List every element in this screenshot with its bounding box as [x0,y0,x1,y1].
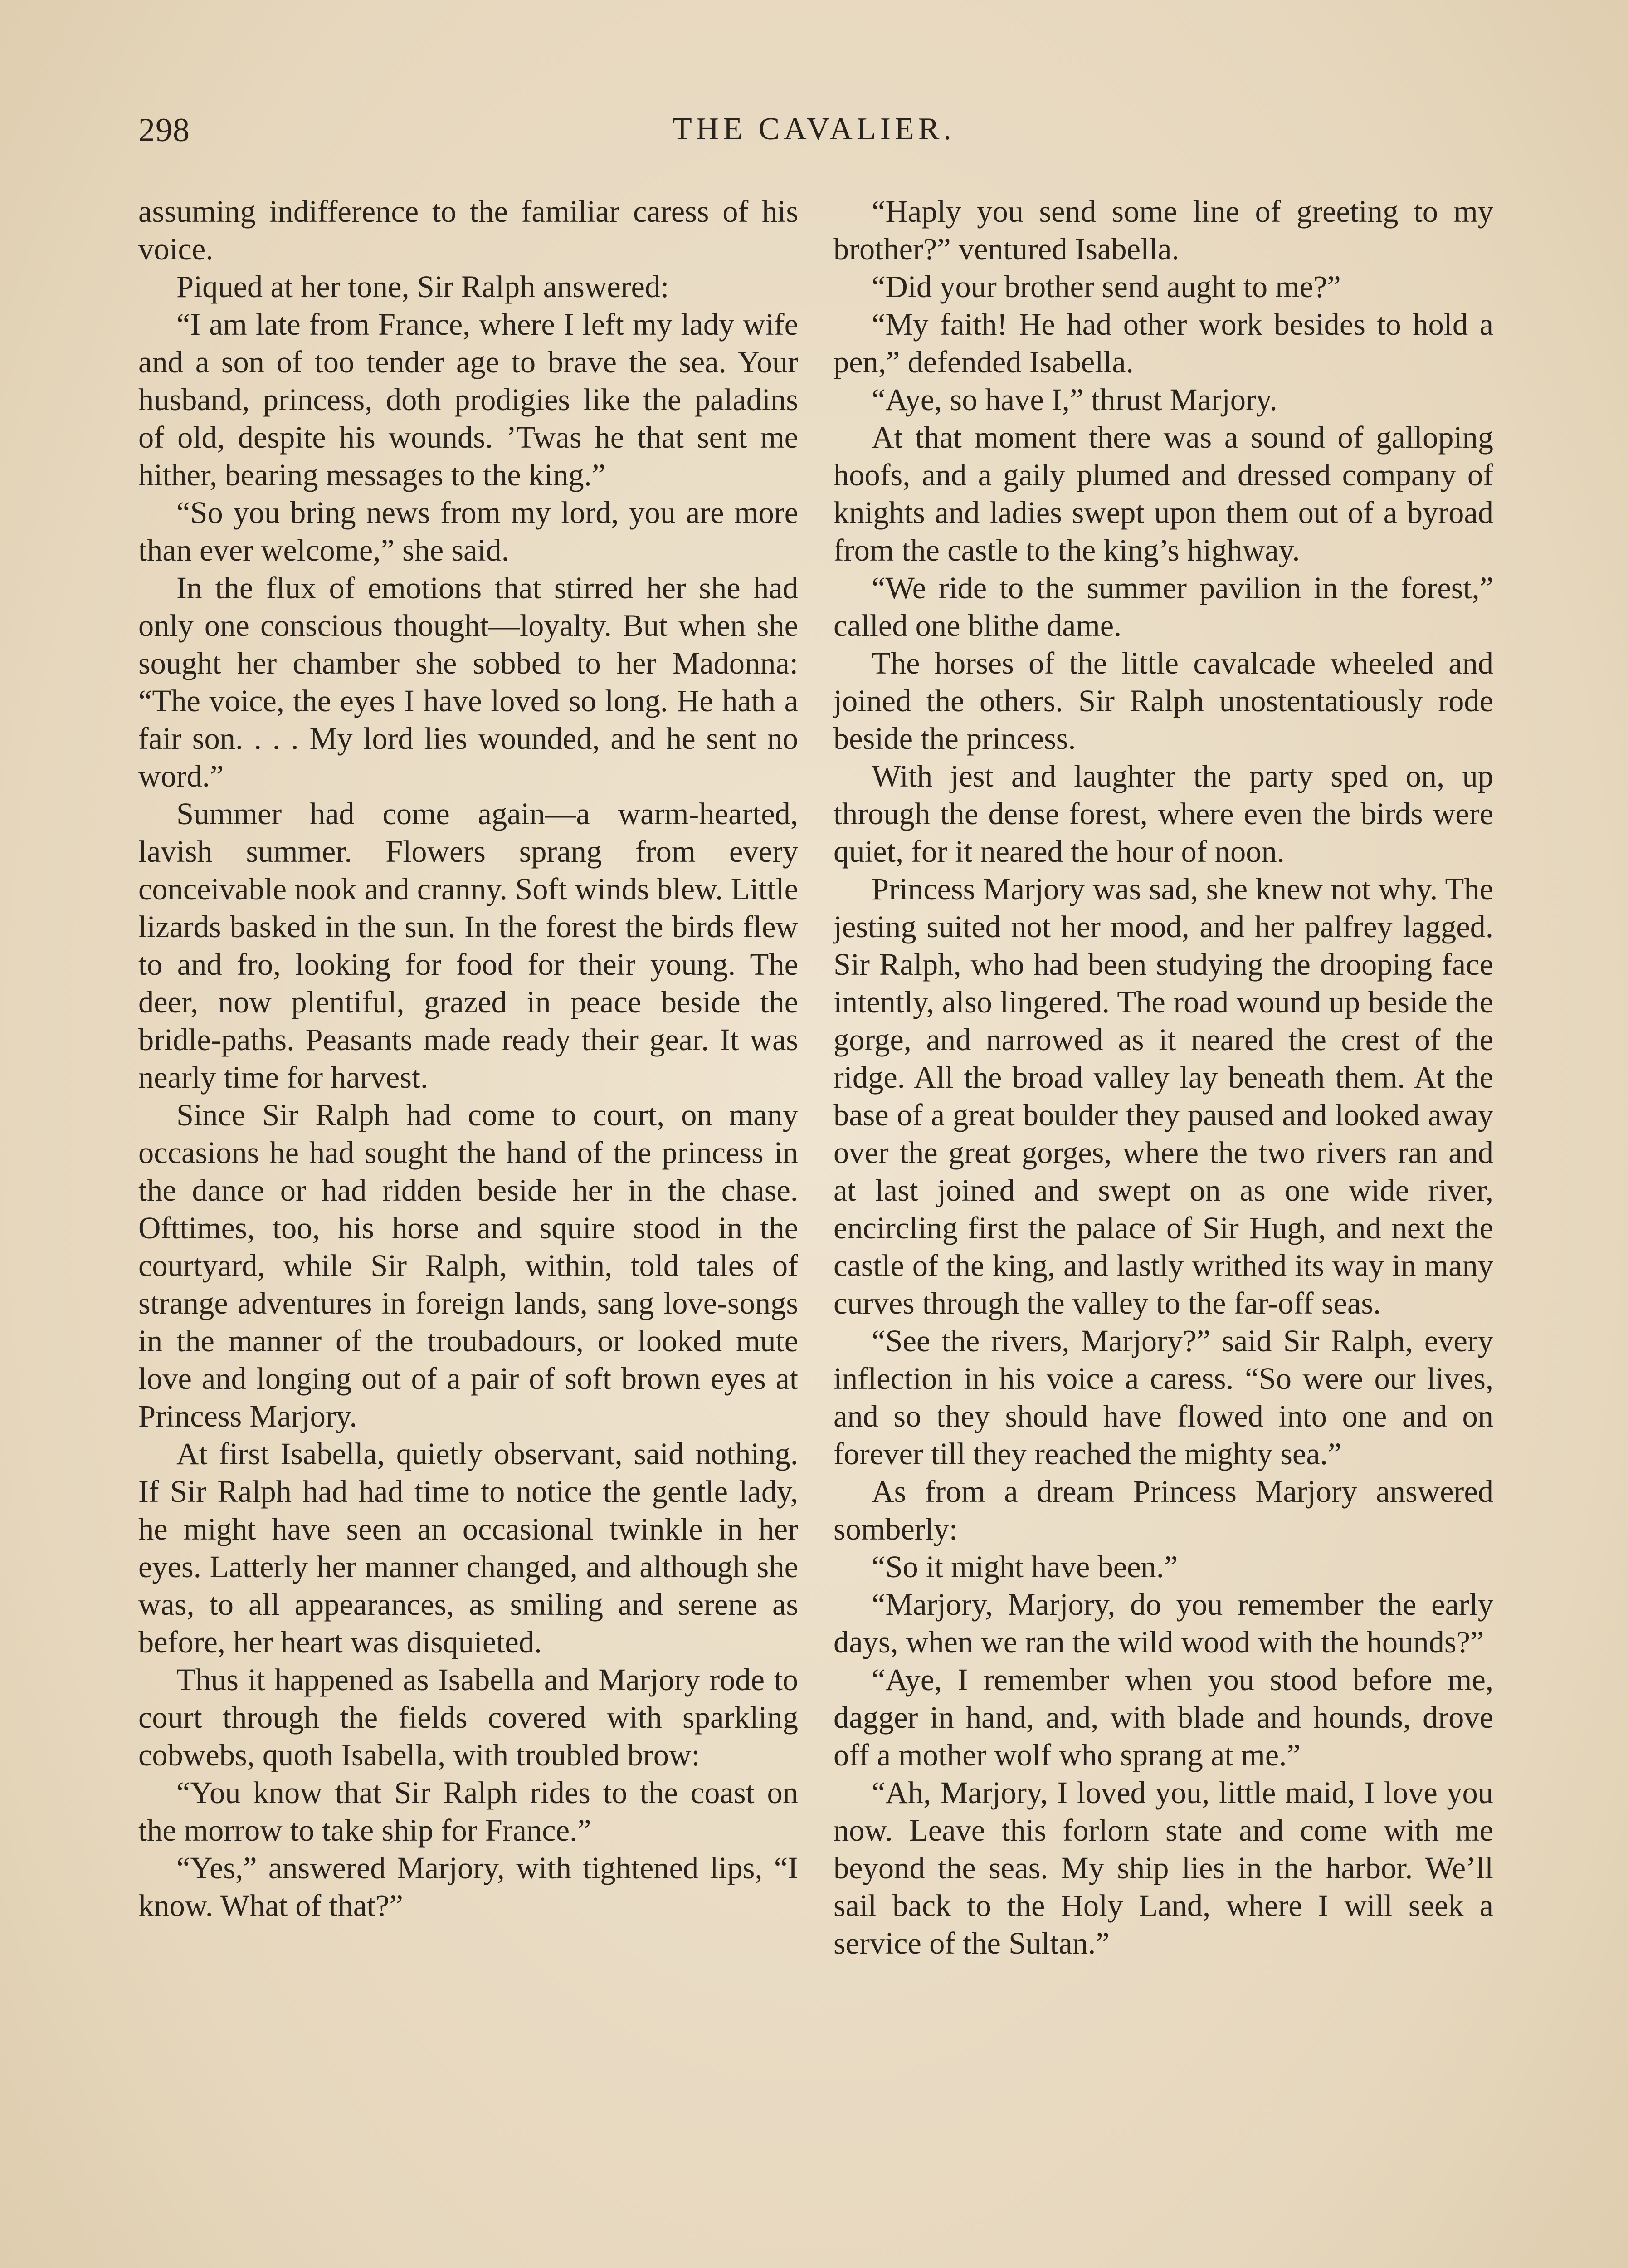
paragraph: Piqued at her tone, Sir Ralph answered: [176,269,669,304]
paragraph: “Aye, I remember when you stood before me, dagger in hand, and, with blade and hounds, drove off a mother wolf who sprang at me.” [833,1662,1493,1772]
paragraph: “Haply you send some line of greeting to my brother?” ventured Isabella. [833,194,1493,266]
paragraph: In the flux of emotions that stirred her she had only one conscious thought—loyalty. But when she sought her chamber she sobbed to her Madonna: “The voice, the eyes I have loved so long. He hath a fair son. . . . My lord lies wounded, and he sent no word.” [138,571,798,793]
paragraph: “So it might have been.” [872,1549,1178,1584]
paragraph: “I am late from France, where I left my lady wife and a son of too tender age to brave the sea. Your husband, princess, doth prodigies like the paladins of old, despite his wounds. ’Twas he that sent me hither, bearing messages to the king.” [138,307,798,492]
paragraph: “You know that Sir Ralph rides to the coast on the morrow to take ship for France.” [138,1775,798,1848]
paragraph: Since Sir Ralph had come to court, on many occasions he had sought the hand of the princess in the dance or had ridden beside her in the chase. Ofttimes, too, his horse and squire stood in the courtyard, while Sir Ralph, within, told tales of strange adventures in foreign lands, sang love-songs in the manner of the troubadours, or looked mute love and longing out of a pair of soft brown eyes at Princess Marjory. [138,1098,798,1433]
running-head: THE CAVALIER. [673,112,955,147]
paragraph: “Ah, Marjory, I loved you, little maid, I love you now. Leave this forlorn state and come with me beyond the seas. My ship lies in the harbor. We’ll sail back to the Holy Land, where I will seek a service of the Sultan.” [833,1775,1493,1960]
paragraph: “So you bring news from my lord, you are more than ever welcome,” she said. [138,495,798,567]
paragraph: “Yes,” answered Marjory, with tightened lips, “I know. What of that?” [138,1851,798,1923]
paragraph: With jest and laughter the party sped on, up through the dense forest, where even the birds were quiet, for it neared the hour of noon. [833,759,1493,869]
paragraph: “Marjory, Marjory, do you remember the early days, when we ran the wild wood with the hounds?” [833,1587,1493,1659]
paragraph: “We ride to the summer pavilion in the forest,” called one blithe dame. [833,571,1493,643]
page-header [138,111,1490,161]
paragraph: The horses of the little cavalcade wheeled and joined the others. Sir Ralph unostentatiously rode beside the princess. [833,646,1493,756]
paragraph: assuming indifference to the familiar caress of his voice. [138,194,798,266]
paragraph: At first Isabella, quietly observant, said nothing. If Sir Ralph had had time to notice the gentle lady, he might have seen an occasional twinkle in her eyes. Latterly her manner changed, and although she was, to all appearances, as smiling and serene as before, her heart was disquieted. [138,1437,798,1659]
paragraph: Princess Marjory was sad, she knew not why. The jesting suited not her mood, and her palfrey lagged. Sir Ralph, who had been studying the drooping face intently, also lingered. The road wound up beside the gorge, and narrowed as it neared the crest of the ridge. All the broad valley lay beneath them. At the base of a great boulder they paused and looked away over the great gorges, where the two rivers ran and at last joined and swept on as one wide river, encircling first the palace of Sir Hugh, and next the castle of the king, and lastly writhed its way in many curves through the valley to the far-off seas. [833,872,1493,1320]
left-column [138,193,798,1925]
page-number: 298 [138,112,190,149]
paragraph: At that moment there was a sound of galloping hoofs, and a gaily plumed and dressed company of knights and ladies swept upon them out of a byroad from the castle to the king’s highway. [833,420,1493,567]
paragraph: “My faith! He had other work besides to hold a pen,” defended Isabella. [833,307,1493,379]
paragraph: “Aye, so have I,” thrust Marjory. [872,382,1277,417]
paragraph: As from a dream Princess Marjory answered somberly: [833,1474,1493,1546]
paragraph: “Did your brother send aught to me?” [872,269,1341,304]
right-column [833,193,1493,1962]
paragraph: Thus it happened as Isabella and Marjory rode to court through the fields covered with sparkling cobwebs, quoth Isabella, with troubled brow: [138,1662,798,1772]
paragraph: “See the rivers, Marjory?” said Sir Ralph, every inflection in his voice a caress. “So were our lives, and so they should have flowed into one and on forever till they reached the mighty sea.” [833,1324,1493,1471]
paragraph: Summer had come again—a warm-hearted, lavish summer. Flowers sprang from every conceivable nook and cranny. Soft winds blew. Little lizards basked in the sun. In the forest the birds flew to and fro, looking for food for their young. The deer, now plentiful, grazed in peace beside the bridle-paths. Peasants made ready their gear. It was nearly time for harvest. [138,797,798,1095]
